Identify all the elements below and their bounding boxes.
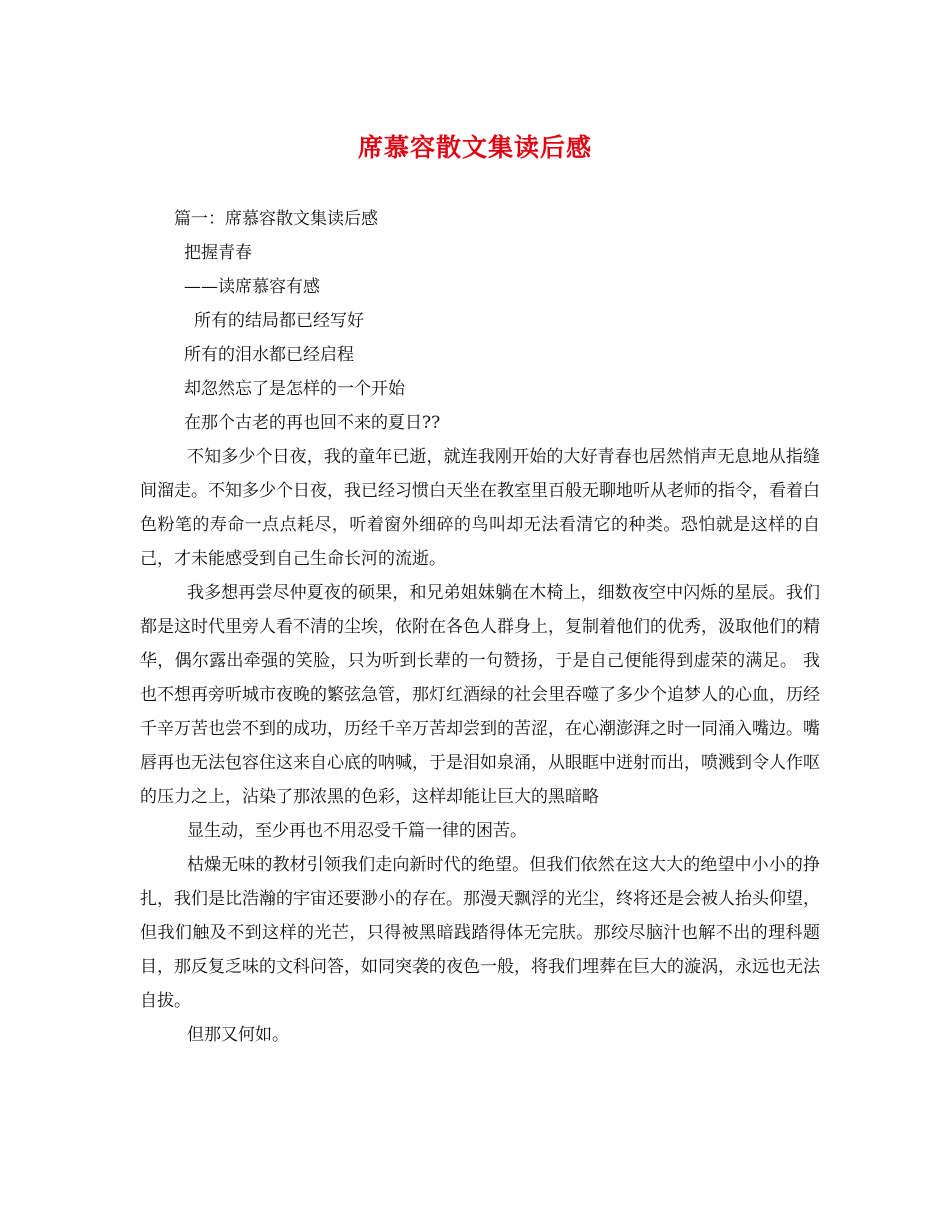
document-title: 席慕容散文集读后感: [357, 133, 592, 162]
essay-subtitle: 把握青春: [184, 243, 252, 263]
paragraph: 显生动，至少再也不用忍受千篇一律的困苦。: [187, 821, 527, 841]
paragraph: 但那又何如。: [187, 1025, 289, 1045]
poem-line: 在那个古老的再也回不来的夏日??: [184, 413, 441, 433]
essay-byline: ——读席慕容有感: [184, 277, 320, 297]
document-body: [140, 202, 820, 1052]
poem-line: 所有的泪水都已经启程: [184, 345, 354, 365]
paragraph: 我多想再尝尽仲夏夜的硕果，和兄弟姐妹躺在木椅上，细数夜空中闪烁的星辰。我们都是这时代里旁人看不清的尘埃，依附在各色人群身上，复制着他们的优秀，汲取他们的精华，偶尔露出牵强的笑脸，只为听到长辈的一句赞扬，于是自己便能得到虚荣的满足。 我也不想再旁听城市夜晚的繁弦急管，那灯红酒绿的社会里吞噬了多少个追梦人的心血，历经千辛万苦也尝不到的成功，历经千辛万苦却尝到的苦涩，在心潮澎湃之时一同涌入嘴边。嘴唇再也无法包容住这来自心底的呐喊，于是泪如泉涌，从眼眶中迸射而出，喷溅到令人作呕的压力之上，沾染了那浓黑的色彩，这样却能让巨大的黑暗略: [140, 583, 820, 807]
poem-line: 所有的结局都已经写好: [194, 311, 364, 331]
section-heading: 篇一：席慕容散文集读后感: [174, 209, 378, 229]
poem-line: 却忽然忘了是怎样的一个开始: [184, 379, 405, 399]
paragraph: 不知多少个日夜，我的童年已逝，就连我刚开始的大好青春也居然悄声无息地从指缝间溜走。不知多少个日夜，我已经习惯白天坐在教室里百般无聊地听从老师的指令，看着白色粉笔的寿命一点点耗尽，听着窗外细碎的鸟叫却无法看清它的种类。恐怕就是这样的自己，才未能感受到自己生命长河的流逝。: [140, 447, 820, 569]
paragraph: 枯燥无味的教材引领我们走向新时代的绝望。但我们依然在这大大的绝望中小小的挣扎，我们是比浩瀚的宇宙还要渺小的存在。那漫天飘浮的光尘，终将还是会被人抬头仰望，但我们触及不到这样的光芒，只得被黑暗践踏得体无完肤。那绞尽脑汁也解不出的理科题目，那反复乏味的文科问答，如同突袭的夜色一般，将我们埋葬在巨大的漩涡，永远也无法自拔。: [140, 855, 820, 1011]
